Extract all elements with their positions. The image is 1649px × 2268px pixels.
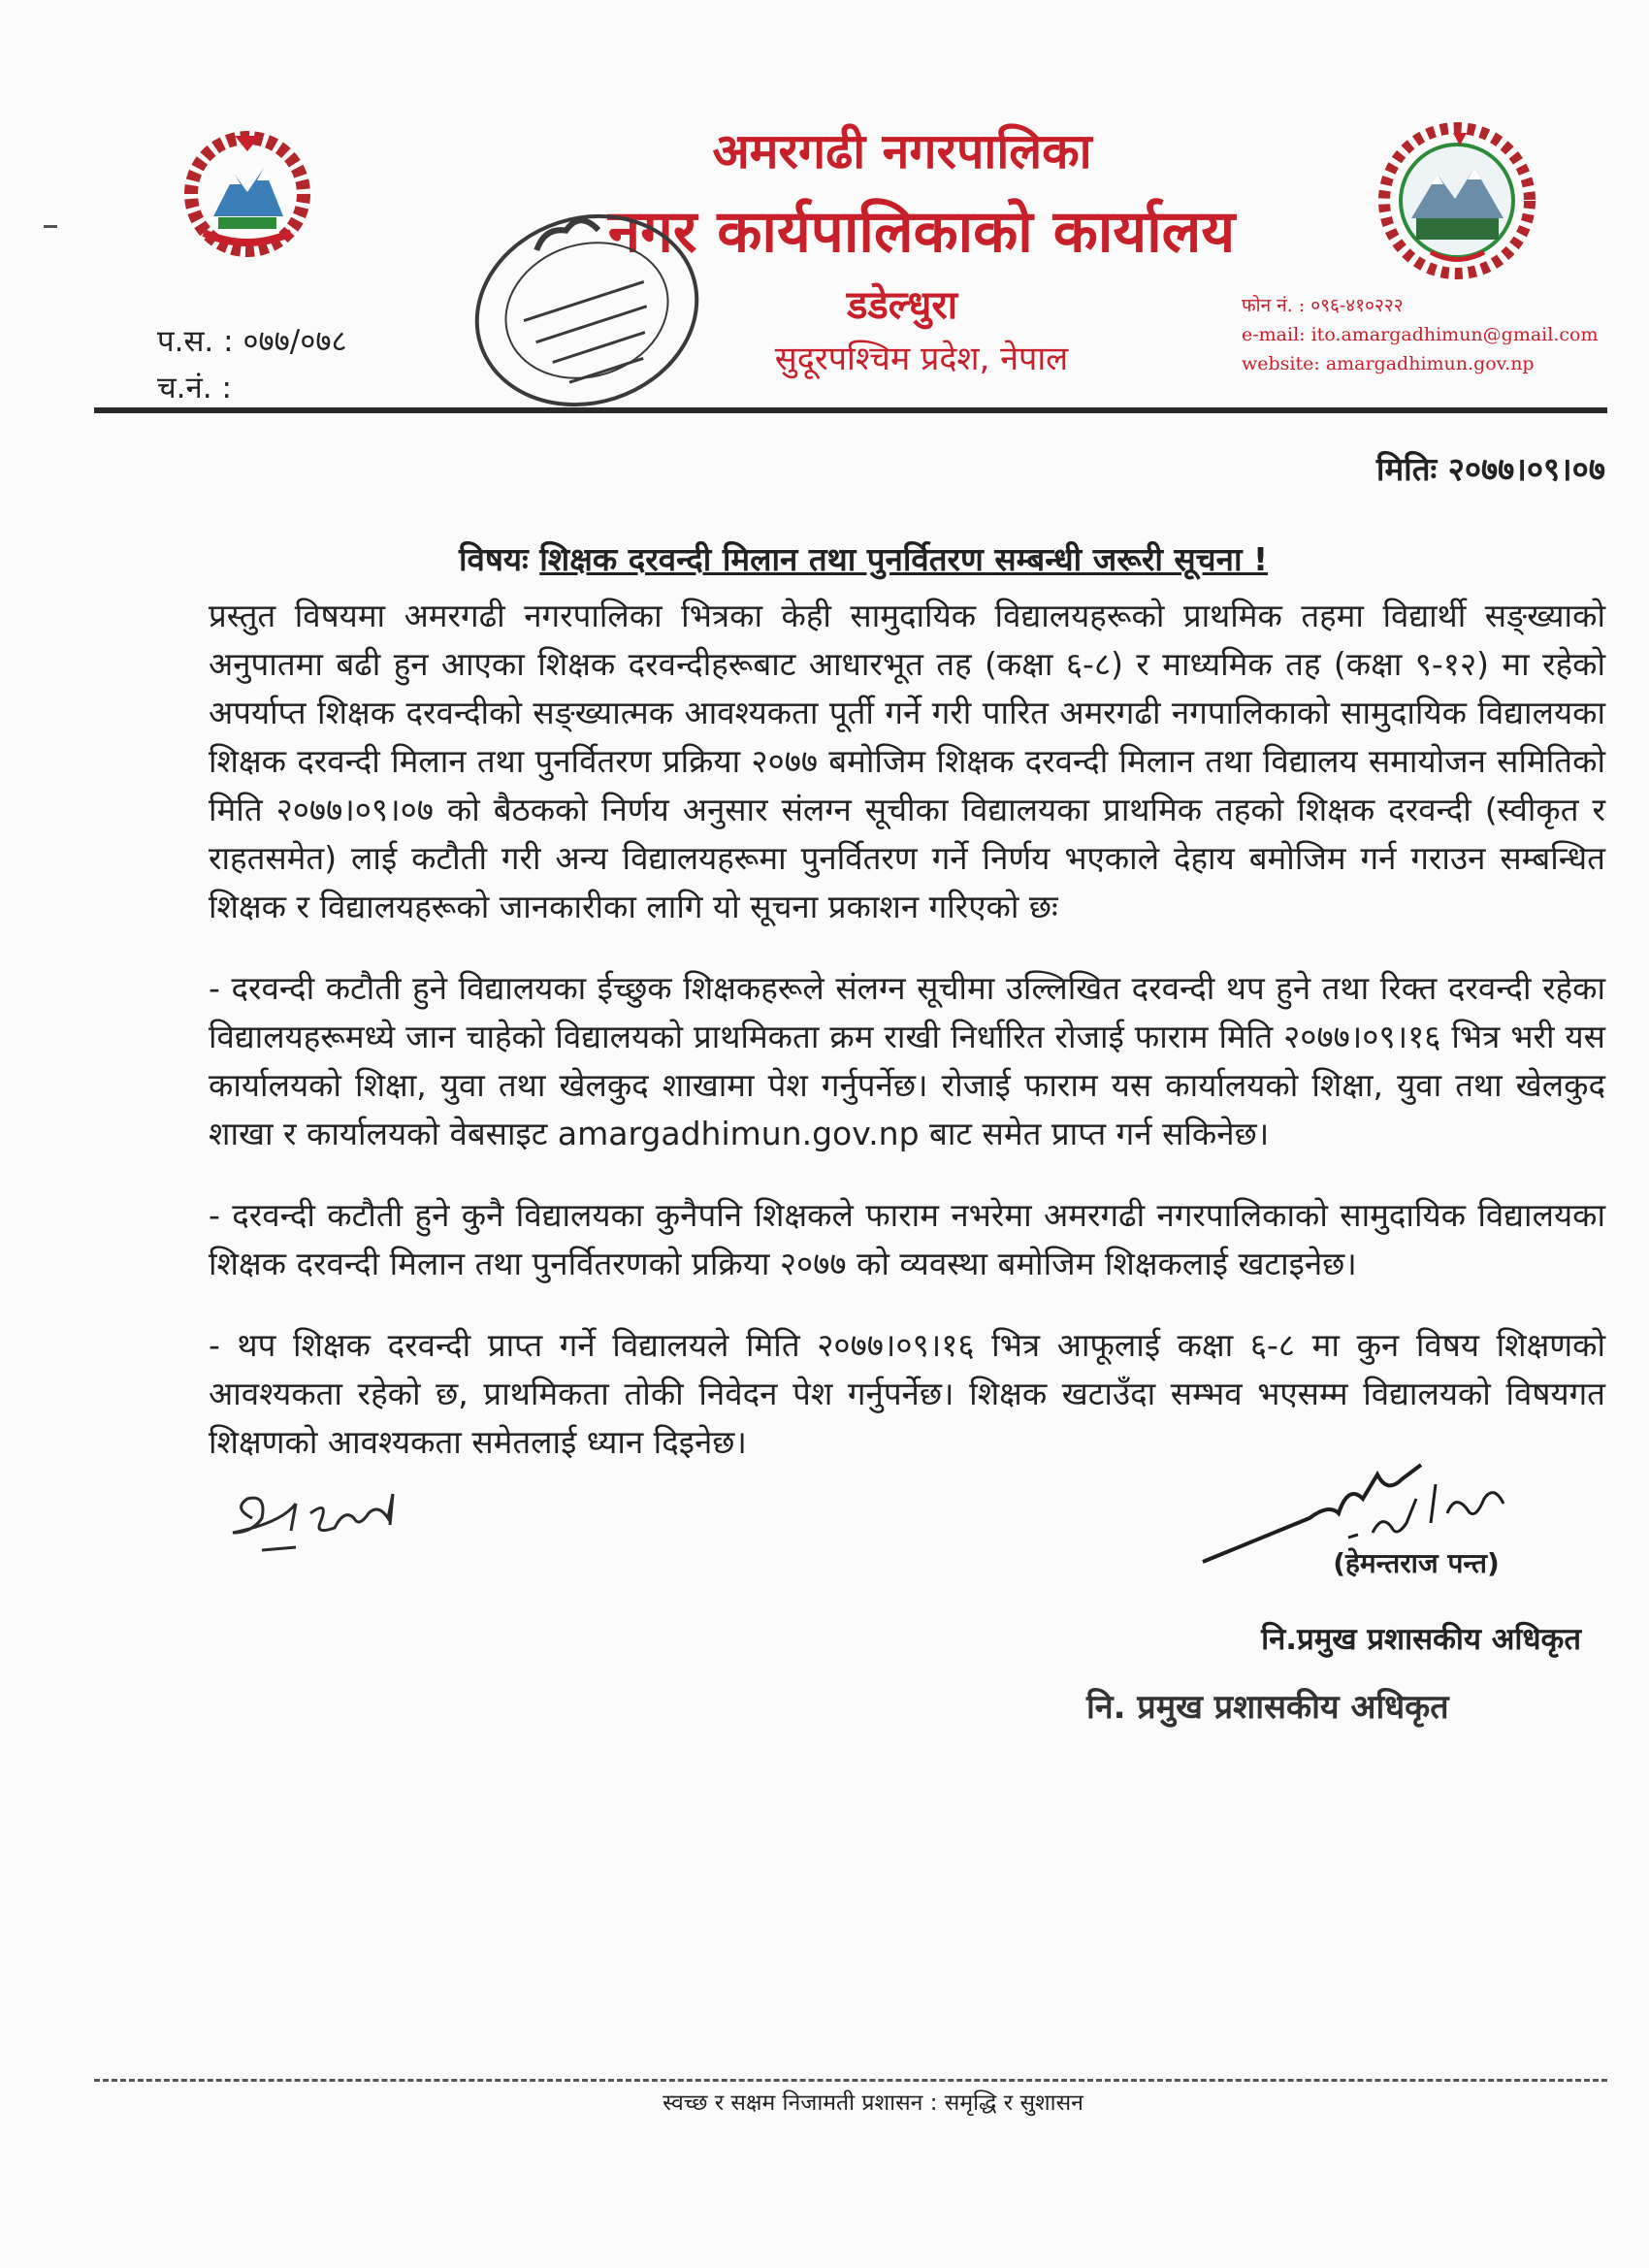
- dispatch-number: च.नं. :: [157, 371, 232, 405]
- website-address: website: amargadhimun.gov.np: [1242, 353, 1535, 374]
- reference-block: [157, 318, 347, 411]
- subject-label: विषयः: [458, 540, 529, 578]
- signer-title: नि.प्रमुख प्रशासकीय अधिकृत: [1261, 1622, 1581, 1657]
- subject-text: शिक्षक दरवन्दी मिलान तथा पुनर्वितरण सम्बन्धी जरूरी सूचना !: [539, 540, 1269, 578]
- body-paragraph-point-2: - दरवन्दी कटौती हुने कुनै विद्यालयका कुनैपनि शिक्षकले फाराम नभरेमा अमरगढी नगरपालिकाको सामुदायिक विद्यालयका शिक्षक दरवन्दी मिलान तथा पुनर्वितरणको प्रक्रिया २०७७ को व्यवस्था बमोजिम शिक्षकलाई खटाइनेछ।: [209, 1196, 1605, 1282]
- municipality-logo-icon: [1377, 121, 1537, 281]
- district-name: डडेल्धुरा: [846, 283, 958, 328]
- contact-block: [1242, 291, 1598, 378]
- designation-stamp: नि. प्रमुख प्रशासकीय अधिकृत: [1086, 1688, 1449, 1727]
- footer-motto: स्वच्छ र सक्षम निजामती प्रशासन : समृद्धि र सुशासन: [663, 2090, 1083, 2116]
- left-signature-icon: [223, 1474, 436, 1562]
- municipality-name: अमरगढी नगरपालिका: [712, 123, 1092, 179]
- email-address: e-mail: ito.amargadhimun@gmail.com: [1242, 324, 1599, 345]
- reference-number: प.स. : ०७७/०७८: [157, 324, 347, 359]
- province-name: सुदूरपश्चिम प्रदेश, नेपाल: [774, 340, 1069, 378]
- body-paragraph-point-3: - थप शिक्षक दरवन्दी प्राप्त गर्ने विद्यालयले मिति २०७७।०९।१६ भित्र आफूलाई कक्षा ६-८ मा कुन विषय शिक्षणको आवश्यकता रहेको छ, प्राथमिकता तोकी निवेदन पेश गर्नुपर्नेछ। शिक्षक खटाउँदा सम्भव भएसम्म विद्यालयको विषयगत शिक्षणको आवश्यकता समेतलाई ध्यान दिइनेछ।: [209, 1326, 1605, 1461]
- body-paragraph-intro: प्रस्तुत विषयमा अमरगढी नगरपालिका भित्रका केही सामुदायिक विद्यालयहरूको प्राथमिक तहमा विद्यार्थी सङ्ख्याको अनुपातमा बढी हुन आएका शिक्षक दरवन्दीहरूबाट आधारभूत तह (कक्षा ६-८) र माध्यमिक तह (कक्षा ९-१२) मा रहेको अपर्याप्त शिक्षक दरवन्दीको सङ्ख्यात्मक आवश्यकता पूर्ती गर्ने गरी पारित अमरगढी नगपालिकाको सामुदायिक विद्यालयका शिक्षक दरवन्दी मिलान तथा पुनर्वितरण प्रक्रिया २०७७ बमोजिम शिक्षक दरवन्दी मिलान तथा विद्यालय समायोजन समितिको मिति २०७७।०९।०७ को बैठकको निर्णय अनुसार संलग्न सूचीका विद्यालयका प्राथमिक तहको शिक्षक दरवन्दी (स्वीकृत र राहतसमेत) लाई कटौती गरी अन्य विद्यालयहरूमा पुनर्वितरण गर्ने निर्णय भएकाले देहाय बमोजिम गर्न गराउन सम्बन्धित शिक्षक र विद्यालयहरूको जानकारीका लागि यो सूचना प्रकाशन गरिएको छः: [209, 597, 1605, 925]
- phone-number: फोन नं. : ०९६-४१०२२२: [1242, 295, 1404, 316]
- nepal-emblem-icon: [175, 124, 320, 260]
- office-name: नगर कार्यपालिकाको कार्यालय: [607, 198, 1236, 266]
- notice-date: मितिः २०७७।०९।०७: [1375, 450, 1605, 488]
- signer-name: (हेमन्तराज पन्त): [1333, 1547, 1500, 1579]
- header-divider: [94, 407, 1607, 413]
- body-paragraph-point-1: - दरवन्दी कटौती हुने विद्यालयका ईच्छुक शिक्षकहरूले संलग्न सूचीमा उल्लिखित दरवन्दी थप हुने तथा रिक्त दरवन्दी रहेका विद्यालयहरूमध्ये जान चाहेको विद्यालयको प्राथमिकता क्रम राखी निर्धारित रोजाई फाराम मिति २०७७।०९।१६ भित्र भरी यस कार्यालयको शिक्षा, युवा तथा खेलकुद शाखामा पेश गर्नुपर्नेछ। रोजाई फाराम यस कार्यालयको शिक्षा, युवा तथा खेलकुद शाखा र कार्यालयको वेबसाइट amargadhimun.gov.np बाट समेत प्राप्त गर्न सकिनेछ।: [209, 969, 1605, 1152]
- margin-mark: [44, 225, 57, 228]
- footer-divider: [94, 2079, 1607, 2082]
- subject-line: [233, 536, 1494, 580]
- office-stamp-icon: [456, 194, 718, 427]
- notice-body: [209, 592, 1605, 1500]
